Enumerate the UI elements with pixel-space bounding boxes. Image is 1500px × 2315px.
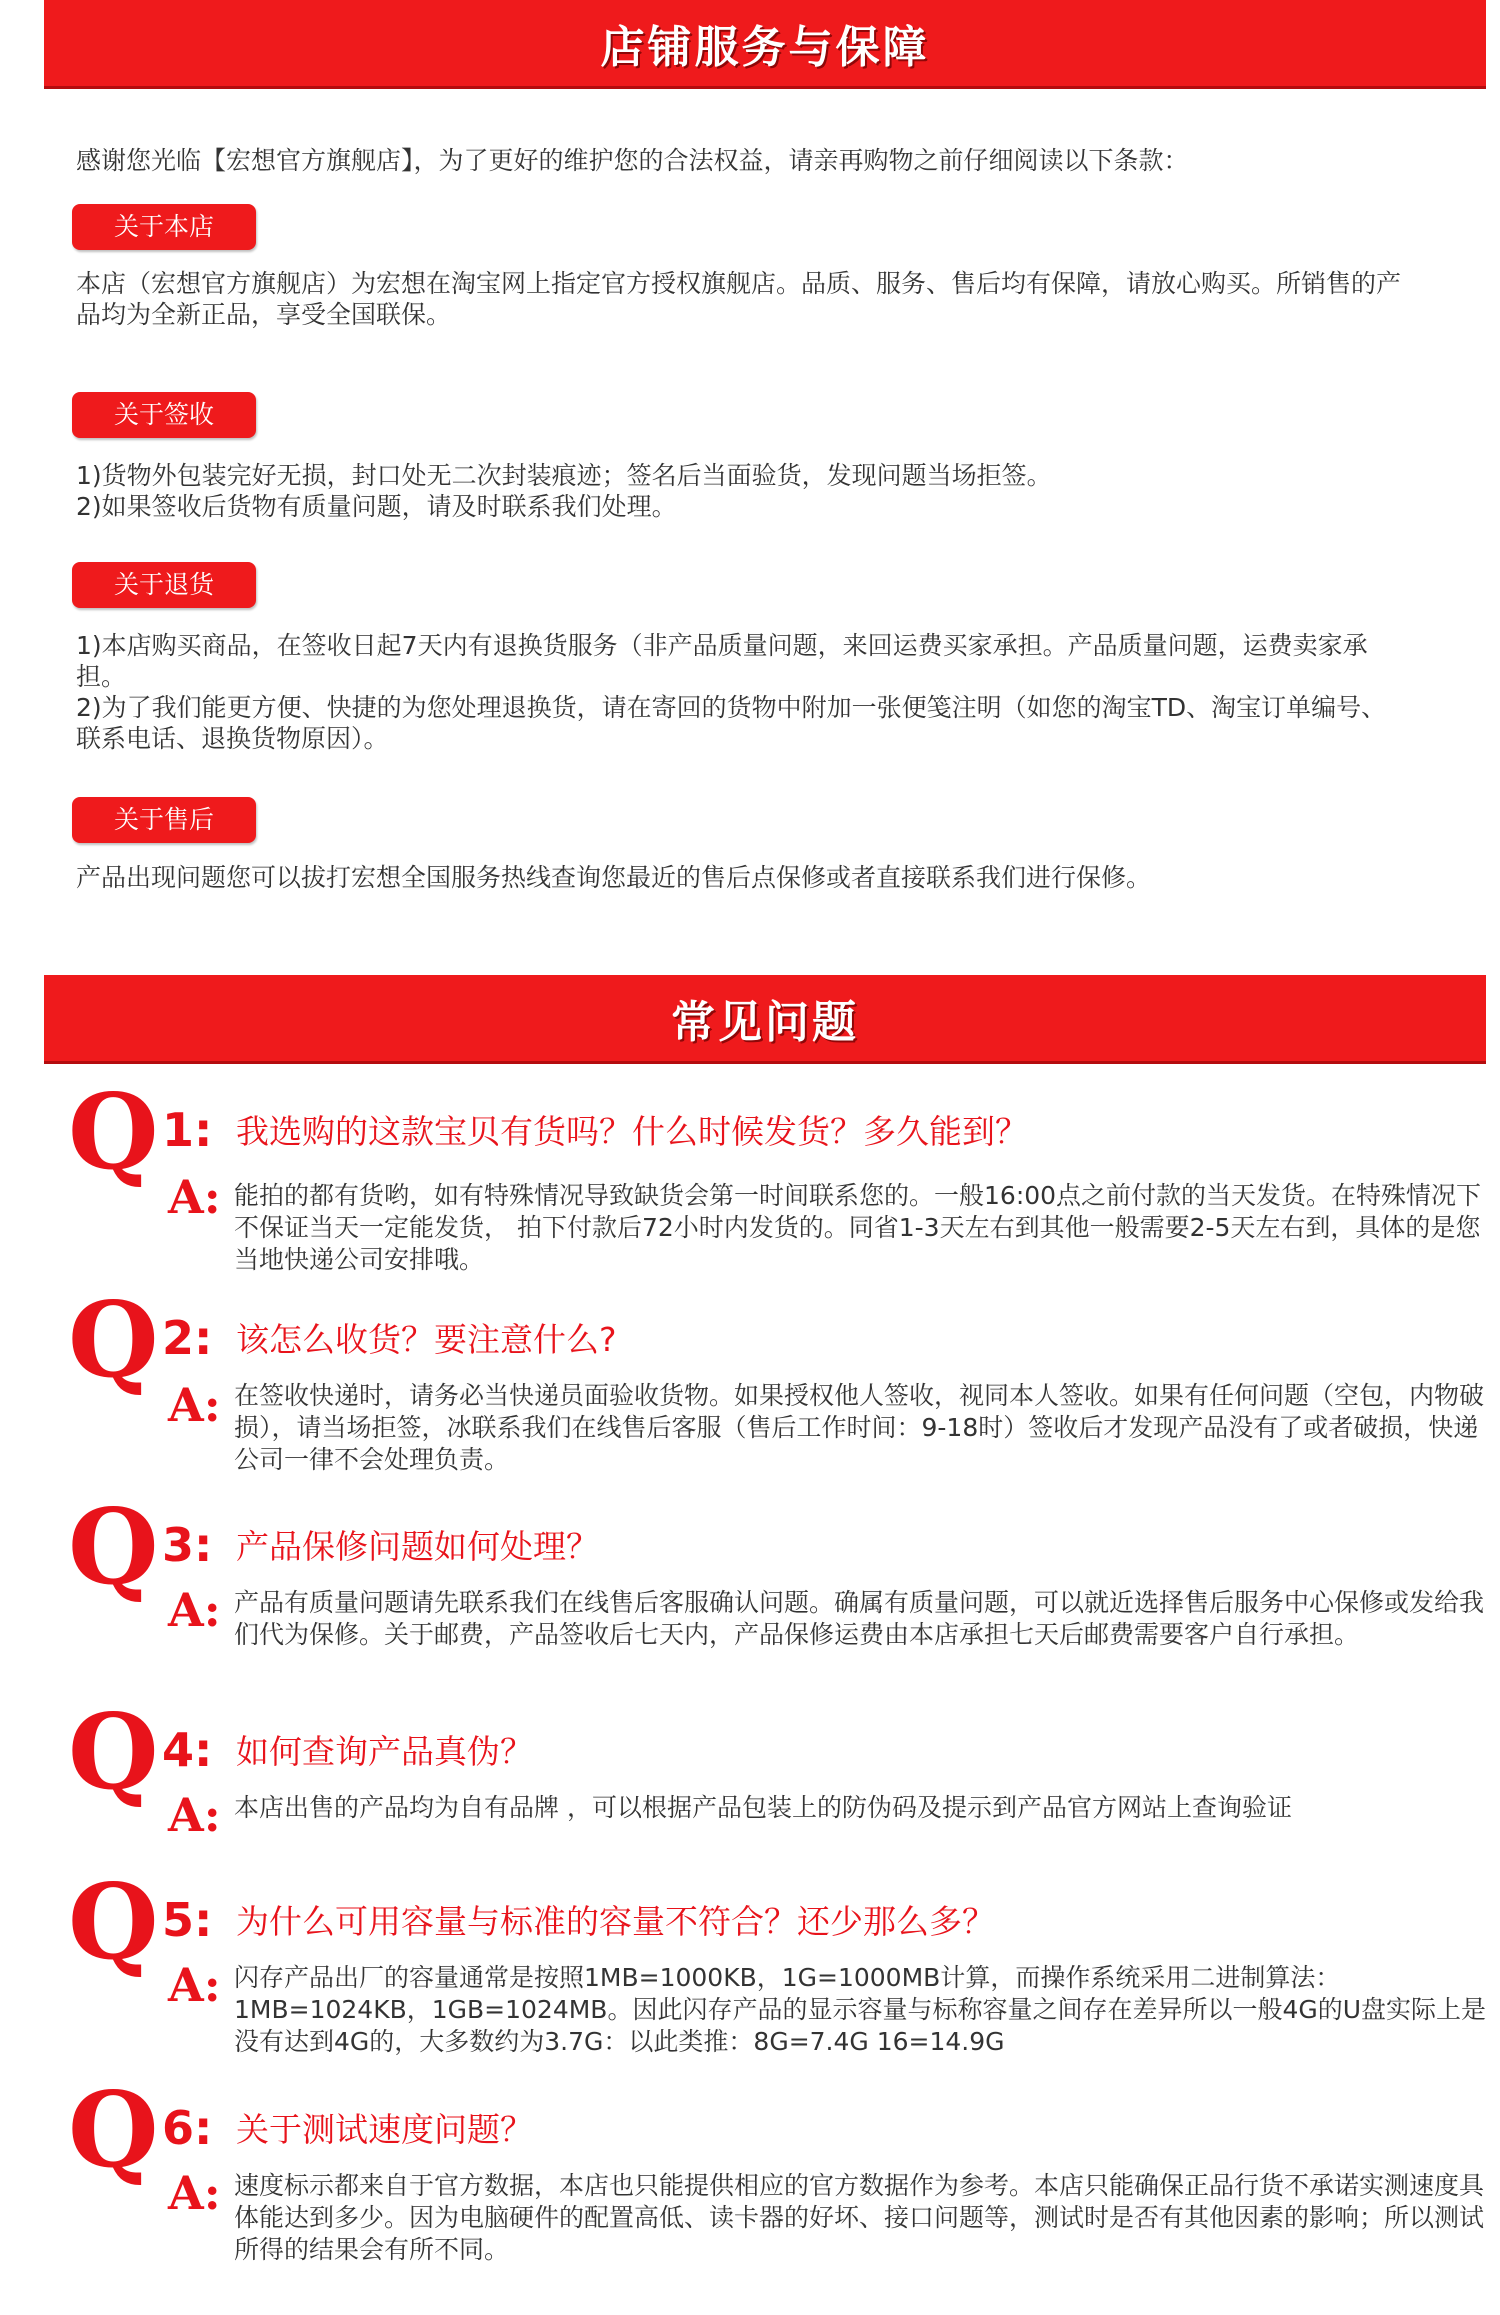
faq-question: 为什么可用容量与标准的容量不符合？还少那么多？ bbox=[236, 1902, 995, 1941]
q-number: 2: bbox=[162, 1311, 213, 1365]
section-tag-after-sales: 关于售后 bbox=[72, 797, 256, 843]
faq-question: 关于测试速度问题？ bbox=[236, 2110, 533, 2149]
faq-banner-title: 常见问题 bbox=[671, 997, 859, 1048]
service-banner bbox=[44, 0, 1486, 86]
section-line: 产品出现问题您可以拔打宏想全国服务热线查询您最近的售后点保修或者直接联系我们进行保修。 bbox=[76, 863, 1152, 892]
faq-question: 我选购的这款宝贝有货吗？什么时候发货？多久能到？ bbox=[236, 1112, 1028, 1151]
a-mark: A: bbox=[168, 1170, 221, 1224]
faq-answer: 本店出售的产品均为自有品牌 ，可以根据产品包装上的防伪码及提示到产品官方网站上查询验证 bbox=[234, 1793, 1292, 1822]
q-number: 4: bbox=[162, 1723, 213, 1777]
faq-banner bbox=[44, 975, 1486, 1061]
faq-question: 该怎么收货？要注意什么? bbox=[236, 1320, 617, 1359]
q-mark: Q bbox=[68, 1070, 159, 1193]
section-body-receipt bbox=[76, 460, 1406, 522]
section-body-about-store bbox=[76, 268, 1406, 330]
faq-answer: 能拍的都有货哟，如有特殊情况导致缺货会第一时间联系您的。一般16:00点之前付款的当天发货。在特殊情况下不保证当天一定能发货， 拍下付款后72小时内发货的。同省1-3天左右到其他一般需要2-5天左右到，具体的是您当地快递公司安排哦。 bbox=[234, 1181, 1482, 1274]
q-mark: Q bbox=[68, 1690, 159, 1813]
section-line: 本店（宏想官方旗舰店）为宏想在淘宝网上指定官方授权旗舰店。品质、服务、售后均有保障，请放心购买。所销售的产品均为全新正品，享受全国联保。 bbox=[76, 269, 1402, 329]
section-body-returns bbox=[76, 630, 1406, 754]
a-mark: A: bbox=[168, 1958, 221, 2012]
faq-answer: 在签收快递时，请务必当快递员面验收货物。如果授权他人签收，视同本人签收。如果有任何问题（空包，内物破损），请当场拒签，冰联系我们在线售后客服（售后工作时间：9-18时）签收后才发现产品没有了或者破损，快递公司一律不会处理负责。 bbox=[234, 1381, 1485, 1474]
q-number: 6: bbox=[162, 2101, 213, 2155]
a-mark: A: bbox=[168, 1788, 221, 1842]
a-mark: A: bbox=[168, 2166, 221, 2220]
faq-question: 如何查询产品真伪？ bbox=[236, 1732, 533, 1771]
q-mark: Q bbox=[68, 1278, 159, 1401]
q-number: 3: bbox=[162, 1518, 213, 1572]
q-mark: Q bbox=[68, 2068, 159, 2191]
section-line: 2)如果签收后货物有质量问题，请及时联系我们处理。 bbox=[76, 492, 677, 521]
faq-answer: 速度标示都来自于官方数据，本店也只能提供相应的官方数据作为参考。本店只能确保正品行货不承诺实测速度具体能达到多少。因为电脑硬件的配置高低、读卡器的好坏、接口问题等，测试时是否有其他因素的影响；所以测试所得的结果会有所不同。 bbox=[234, 2171, 1485, 2264]
section-line: 2)为了我们能更方便、快捷的为您处理退换货，请在寄回的货物中附加一张便笺注明（如您的淘宝TD、淘宝订单编号、联系电话、退换货物原因）。 bbox=[76, 693, 1387, 753]
intro-text: 感谢您光临【宏想官方旗舰店】，为了更好的维护您的合法权益，请亲再购物之前仔细阅读以下条款： bbox=[76, 146, 1189, 175]
section-line: 1)本店购买商品，在签收日起7天内有退换货服务（非产品质量问题，来回运费买家承担。产品质量问题，运费卖家承担。 bbox=[76, 631, 1368, 691]
a-mark: A: bbox=[168, 1583, 221, 1637]
faq-question: 产品保修问题如何处理？ bbox=[236, 1527, 599, 1566]
service-banner-title: 店铺服务与保障 bbox=[600, 22, 930, 73]
faq-answer: 闪存产品出厂的容量通常是按照1MB=1000KB，1G=1000MB计算，而操作系统采用二进制算法：1MB=1024KB，1GB=1024MB。因此闪存产品的显示容量与标称容量之间存在差异所以一般4G的U盘实际上是没有达到4G的，大多数约为3.7G：以此类推：8G=7.4G 16=14.9G bbox=[234, 1963, 1487, 2056]
q-mark: Q bbox=[68, 1860, 159, 1983]
q-mark: Q bbox=[68, 1485, 159, 1608]
section-tag-about-store: 关于本店 bbox=[72, 204, 256, 250]
faq-answer: 产品有质量问题请先联系我们在线售后客服确认问题。确属有质量问题，可以就近选择售后服务中心保修或发给我们代为保修。关于邮费，产品签收后七天内，产品保修运费由本店承担七天后邮费需要客户自行承担。 bbox=[234, 1588, 1485, 1649]
section-tag-returns: 关于退货 bbox=[72, 562, 256, 608]
a-mark: A: bbox=[168, 1378, 221, 1432]
q-number: 1: bbox=[162, 1103, 213, 1157]
section-line: 1)货物外包装完好无损，封口处无二次封装痕迹；签名后当面验货，发现问题当场拒签。 bbox=[76, 461, 1052, 490]
section-body-after-sales bbox=[76, 862, 1406, 893]
q-number: 5: bbox=[162, 1893, 213, 1947]
section-tag-receipt: 关于签收 bbox=[72, 392, 256, 438]
